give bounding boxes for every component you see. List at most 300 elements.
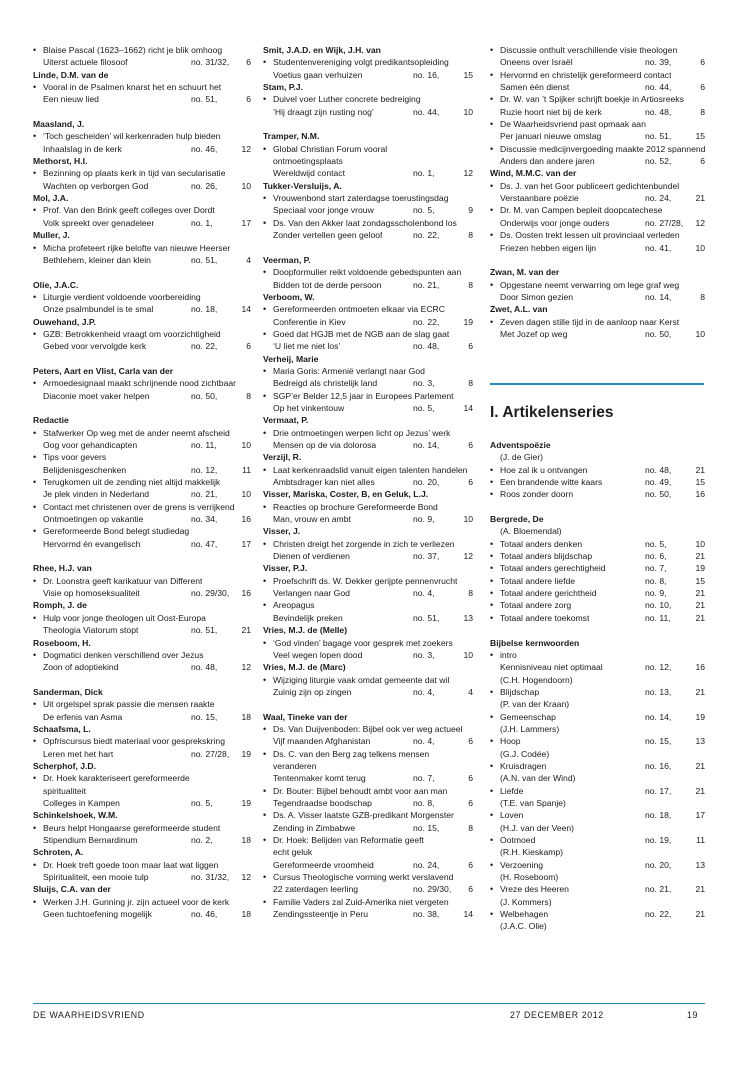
page-number: 12 xyxy=(695,217,705,228)
bullet-icon: • xyxy=(33,501,37,512)
issue-number: no. 37, xyxy=(413,551,440,562)
bullet-icon: • xyxy=(33,859,37,870)
issue-number: no. 18, xyxy=(645,810,672,821)
issue-reference xyxy=(191,513,251,525)
list-item xyxy=(263,723,473,735)
list-item xyxy=(263,575,473,587)
entry-title: (G.J. Codée) xyxy=(500,748,550,759)
entry-line xyxy=(273,809,473,821)
bullet-icon: • xyxy=(490,143,494,154)
entry-title: Leren met het hart xyxy=(43,748,114,759)
entry-line xyxy=(273,143,473,155)
entry-title: Ds. J. van het Goor publiceert gedichtenbundel xyxy=(500,180,680,191)
entry-title: Geen tuchtoefening mogelijk xyxy=(43,909,152,920)
page-number: 21 xyxy=(695,686,705,697)
list-item xyxy=(263,266,473,278)
entry-title: Totaal anders denken xyxy=(500,538,583,549)
list-item xyxy=(33,167,251,179)
entry-line xyxy=(500,920,705,932)
bullet-icon: • xyxy=(490,538,494,549)
issue-number: no. 50, xyxy=(191,390,218,401)
issue-number: no. 48, xyxy=(645,464,672,475)
issue-number: no. 47, xyxy=(191,538,218,549)
page-number: 10 xyxy=(463,514,473,525)
page-number: 16 xyxy=(695,662,705,673)
entry-title: Contact met christenen over de grens is verrijkend xyxy=(43,501,235,512)
issue-number: no. 29/30, xyxy=(191,588,230,599)
entry-title: Je plek vinden in Nederland xyxy=(43,489,150,500)
entry-title: Een nieuw lied xyxy=(43,94,99,105)
entry-title: Vrouwenbond start zaterdagse toerustingsdag xyxy=(273,193,449,204)
issue-reference xyxy=(413,229,473,241)
issue-reference xyxy=(413,908,473,920)
page-number: 8 xyxy=(246,390,251,401)
entry-line xyxy=(273,204,473,216)
bullet-icon: • xyxy=(33,205,37,216)
page-number: 11 xyxy=(242,464,251,475)
page-number: 10 xyxy=(241,489,251,500)
issue-number: no. 9, xyxy=(413,514,435,525)
entry-continuation xyxy=(263,760,473,772)
issue-number: no. 10, xyxy=(645,600,672,611)
issue-reference xyxy=(191,340,251,352)
entry-continuation xyxy=(33,217,251,229)
page-number: 19 xyxy=(241,748,251,759)
entry-title: GZB: Betrokkenheid vraagt om voorzichtigheid xyxy=(43,328,221,339)
bullet-icon: • xyxy=(263,896,267,907)
list-item xyxy=(490,859,705,871)
entry-line xyxy=(500,106,705,118)
page-number: 10 xyxy=(241,440,251,450)
list-item xyxy=(490,612,705,624)
issue-number: no. 14, xyxy=(645,291,672,302)
entry-title: Totaal andere liefde xyxy=(500,575,576,586)
entry-continuation xyxy=(490,56,705,68)
issue-reference xyxy=(413,106,473,118)
entry-continuation xyxy=(33,908,251,920)
page-number: 19 xyxy=(695,563,705,574)
page-number: 8 xyxy=(468,279,473,290)
entry-title: Vreze des Heeren xyxy=(500,884,569,895)
bullet-icon: • xyxy=(33,736,37,747)
entry-continuation xyxy=(490,797,705,809)
issue-number: no. 27/28, xyxy=(191,748,230,759)
author-heading: Maasland, J. xyxy=(33,119,85,130)
issue-number: no. 1, xyxy=(191,217,213,228)
page-number: 16 xyxy=(241,514,251,525)
entry-title: Speciaal voor jonge vrouw xyxy=(273,205,374,216)
entry-continuation xyxy=(263,686,473,698)
entry-continuation xyxy=(263,797,473,809)
entry-line xyxy=(43,328,251,340)
entry-continuation xyxy=(33,834,251,846)
entry-continuation xyxy=(33,488,251,500)
entry-title: Ruzie hoort niet bij de kerk xyxy=(500,106,602,117)
page-number: 12 xyxy=(241,143,251,154)
entry-line xyxy=(273,69,473,81)
author-heading: Vermaat, P. xyxy=(263,415,309,426)
bullet-icon: • xyxy=(33,649,37,660)
page-number: 21 xyxy=(695,612,705,623)
footer-date: 27 DECEMBER 2012 xyxy=(510,1010,604,1020)
page-number: 6 xyxy=(700,82,705,93)
entry-line xyxy=(43,525,251,537)
issue-reference xyxy=(645,155,705,167)
entry-continuation xyxy=(263,340,473,352)
entry-continuation xyxy=(263,735,473,747)
entry-line xyxy=(43,291,251,303)
entry-title: Tentenmaker komt terug xyxy=(273,773,366,784)
bullet-icon: • xyxy=(490,835,494,845)
entry-title: Oneens over Israël xyxy=(500,57,573,68)
entry-title: Doopformulier reikt voldoende gebedspunten aan xyxy=(273,267,462,278)
list-item xyxy=(263,501,473,513)
entry-line xyxy=(43,735,251,747)
entry-line xyxy=(273,883,473,895)
page-number: 6 xyxy=(700,57,705,68)
page-number: 6 xyxy=(468,477,473,488)
issue-number: no. 31/32, xyxy=(191,57,230,68)
entry-title: Vijf maanden Afghanistan xyxy=(273,736,371,747)
issue-reference xyxy=(645,883,705,895)
page-number: 10 xyxy=(695,328,705,339)
entry-title: Man, vrouw en ambt xyxy=(273,514,351,525)
page-number: 8 xyxy=(700,106,705,117)
page-number: 8 xyxy=(700,291,705,302)
issue-reference xyxy=(413,402,473,414)
bullet-icon: • xyxy=(263,872,267,883)
author-heading: Adventspoëzie xyxy=(490,440,551,450)
entry-title: Belijdenisgeschenken xyxy=(43,464,127,475)
bullet-icon: • xyxy=(490,119,494,130)
entry-title: Bidden tot de derde persoon xyxy=(273,279,382,290)
issue-number: no. 2, xyxy=(191,835,213,845)
entry-line xyxy=(43,44,251,56)
entry-title: Theologia Viatorum stopt xyxy=(43,625,139,636)
author-heading: Verboom, W. xyxy=(263,291,315,302)
list-item xyxy=(490,711,705,723)
entry-line xyxy=(273,192,473,204)
bullet-icon: • xyxy=(33,452,37,463)
entry-title: Maria Goris: Armenië verlangt naar God xyxy=(273,365,425,376)
entry-title: Wereldwijd contact xyxy=(273,168,345,179)
bullet-icon: • xyxy=(33,477,37,488)
entry-line xyxy=(273,575,473,587)
entry-title: Op het vinkentouw xyxy=(273,402,345,413)
entry-continuation xyxy=(490,130,705,142)
issue-reference xyxy=(645,538,705,550)
entry-line xyxy=(43,538,251,550)
bullet-icon: • xyxy=(33,242,37,253)
entry-line xyxy=(273,427,473,439)
entry-title: Stipendium Bernardinum xyxy=(43,835,138,845)
entry-line xyxy=(43,56,251,68)
entry-title: Volk spreekt over genadeleer xyxy=(43,217,155,228)
entry-title: Opgestane neemt verwarring om lege graf weg xyxy=(500,279,680,290)
entry-continuation xyxy=(490,661,705,673)
page-number: 18 xyxy=(241,835,251,845)
list-item xyxy=(490,599,705,611)
entry-line xyxy=(43,451,251,463)
issue-reference xyxy=(413,772,473,784)
issue-number: no. 39, xyxy=(645,57,672,68)
entry-title: Welbehagen xyxy=(500,909,549,920)
section-divider xyxy=(490,383,704,385)
page-number: 11 xyxy=(696,835,705,845)
index-column-2 xyxy=(263,44,473,920)
list-item xyxy=(33,575,251,587)
entry-title: Cursus Theologische vorming werkt verslavend xyxy=(273,872,454,883)
issue-number: no. 48, xyxy=(191,662,218,673)
entry-title: Totaal anders gerechtigheid xyxy=(500,563,606,574)
author-heading: Schaafsma, L. xyxy=(33,723,91,734)
entry-line xyxy=(273,637,473,649)
issue-number: no. 51, xyxy=(191,94,218,105)
entry-title: Blaise Pascal (1623–1662) richt je blik omhoog xyxy=(43,45,223,55)
entry-continuation xyxy=(263,204,473,216)
bullet-icon: • xyxy=(490,588,494,599)
entry-line xyxy=(273,846,473,858)
entry-continuation xyxy=(263,908,473,920)
bullet-icon: • xyxy=(490,69,494,80)
entry-line xyxy=(500,217,705,229)
entry-line xyxy=(500,316,705,328)
issue-reference xyxy=(645,192,705,204)
issue-number: no. 44, xyxy=(645,82,672,93)
bullet-icon: • xyxy=(263,57,267,68)
entry-line xyxy=(43,711,251,723)
entry-line xyxy=(273,587,473,599)
page-number: 6 xyxy=(246,94,251,105)
entry-title: Zending in Zimbabwe xyxy=(273,822,356,833)
issue-reference xyxy=(645,599,705,611)
issue-number: no. 3, xyxy=(413,649,435,660)
bullet-icon: • xyxy=(33,82,37,93)
issue-reference xyxy=(413,686,473,698)
entry-title: Door Simon gezien xyxy=(500,291,574,302)
entry-title: Uit orgelspel sprak passie die mensen raakte xyxy=(43,699,215,710)
list-item xyxy=(33,698,251,710)
list-item xyxy=(263,143,473,155)
page-number: 21 xyxy=(695,909,705,920)
issue-reference xyxy=(191,217,251,229)
entry-title: ‘Toch gescheiden’ wil kerkenraden hulp bieden xyxy=(43,131,221,142)
entry-continuation xyxy=(263,587,473,599)
entry-title: Met Jozef op weg xyxy=(500,328,568,339)
entry-line xyxy=(43,649,251,661)
page-number: 6 xyxy=(246,57,251,68)
entry-line xyxy=(500,809,705,821)
bullet-icon: • xyxy=(490,785,494,796)
entry-line xyxy=(500,575,705,587)
entry-title: Colleges in Kampen xyxy=(43,797,120,808)
entry-line xyxy=(500,291,705,303)
entry-title: (C.H. Hogendoorn) xyxy=(500,674,573,685)
entry-title: Opfriscursus biedt materiaal voor gesprekskring xyxy=(43,736,225,747)
list-item xyxy=(490,69,705,81)
entry-title: (J. de Gier) xyxy=(500,452,543,463)
issue-number: no. 34, xyxy=(191,514,218,525)
list-item xyxy=(263,637,473,649)
entry-continuation xyxy=(33,340,251,352)
entry-title: Bedreigd als christelijk land xyxy=(273,378,378,389)
issue-number: no. 19, xyxy=(645,835,672,845)
entry-line xyxy=(273,834,473,846)
page-number: 10 xyxy=(695,242,705,253)
issue-number: no. 3, xyxy=(413,378,435,389)
issue-number: no. 8, xyxy=(645,575,667,586)
issue-reference xyxy=(191,661,251,673)
issue-number: no. 22, xyxy=(191,341,218,352)
issue-reference xyxy=(645,809,705,821)
issue-reference xyxy=(413,167,473,179)
page-number: 21 xyxy=(695,464,705,475)
list-item xyxy=(33,242,251,254)
entry-title: Discussie onthult verschillende visie theologen xyxy=(500,45,678,55)
list-item xyxy=(490,464,705,476)
entry-line xyxy=(273,402,473,414)
issue-number: no. 9, xyxy=(645,588,667,599)
page-number: 17 xyxy=(241,538,251,549)
list-item xyxy=(33,291,251,303)
bullet-icon: • xyxy=(263,328,267,339)
entry-continuation xyxy=(263,377,473,389)
entry-line xyxy=(43,439,251,451)
issue-reference xyxy=(413,279,473,291)
entry-line xyxy=(273,550,473,562)
entry-title: Verzoening xyxy=(500,859,544,870)
entry-continuation xyxy=(33,624,251,636)
page-number: 12 xyxy=(463,168,473,179)
page-number: 6 xyxy=(246,341,251,352)
issue-number: no. 12, xyxy=(191,464,218,475)
entry-title: Loven xyxy=(500,810,524,821)
list-item xyxy=(490,476,705,488)
issue-number: no. 20, xyxy=(413,477,440,488)
entry-continuation xyxy=(33,390,251,402)
bullet-icon: • xyxy=(490,711,494,722)
entry-line xyxy=(43,303,251,315)
issue-reference xyxy=(413,859,473,871)
entry-title: Global Christian Forum vooral xyxy=(273,143,388,154)
issue-number: no. 21, xyxy=(191,489,218,500)
page-number: 21 xyxy=(695,600,705,611)
entry-title: Totaal andere toekomst xyxy=(500,612,590,623)
entry-continuation xyxy=(490,217,705,229)
entry-continuation xyxy=(490,192,705,204)
issue-number: no. 5, xyxy=(645,538,667,549)
bullet-icon: • xyxy=(490,760,494,771)
entry-continuation xyxy=(490,822,705,834)
issue-reference xyxy=(191,303,251,315)
author-heading: Schroten, A. xyxy=(33,847,84,858)
bullet-icon: • xyxy=(263,674,267,685)
entry-line xyxy=(500,748,705,760)
entry-title: Blijdschap xyxy=(500,686,540,697)
entry-continuation xyxy=(490,328,705,340)
issue-reference xyxy=(645,217,705,229)
list-item xyxy=(33,204,251,216)
issue-number: no. 24, xyxy=(413,859,440,870)
issue-reference xyxy=(191,624,251,636)
list-item xyxy=(490,143,705,155)
entry-line xyxy=(43,427,251,439)
entry-continuation xyxy=(33,748,251,760)
entry-line xyxy=(43,513,251,525)
entry-title: Ds. C. van den Berg zag telkens mensen xyxy=(273,748,430,759)
list-item xyxy=(490,908,705,920)
entry-continuation xyxy=(490,291,705,303)
issue-reference xyxy=(645,328,705,340)
issue-reference xyxy=(645,242,705,254)
entry-continuation xyxy=(33,254,251,266)
entry-continuation xyxy=(263,279,473,291)
entry-line xyxy=(43,476,251,488)
footer-page-number: 19 xyxy=(687,1010,698,1020)
entry-continuation xyxy=(490,81,705,93)
author-heading: Muller, J. xyxy=(33,230,70,241)
entry-line xyxy=(43,377,251,389)
entry-line xyxy=(43,624,251,636)
entry-line xyxy=(43,217,251,229)
entry-title: Liturgie verdient voldoende voorbereiding xyxy=(43,291,201,302)
entry-line xyxy=(500,599,705,611)
entry-line xyxy=(43,587,251,599)
entry-line xyxy=(500,908,705,920)
entry-title: Kruisdragen xyxy=(500,760,547,771)
entry-continuation xyxy=(33,180,251,192)
entry-line xyxy=(500,686,705,698)
issue-reference xyxy=(645,81,705,93)
author-heading: Mol, J.A. xyxy=(33,193,69,204)
entry-continuation xyxy=(263,229,473,241)
bullet-icon: • xyxy=(490,859,494,870)
list-item xyxy=(263,871,473,883)
page-number: 21 xyxy=(695,884,705,895)
author-heading: Roseboom, H. xyxy=(33,637,91,648)
entry-line xyxy=(500,143,705,155)
list-item xyxy=(490,204,705,216)
list-item xyxy=(263,809,473,821)
entry-title: Christen dreigt het zorgende in zich te verliezen xyxy=(273,538,455,549)
author-heading: Sluijs, C.A. van der xyxy=(33,884,111,895)
list-item xyxy=(490,735,705,747)
page-number: 15 xyxy=(463,69,473,80)
bullet-icon: • xyxy=(490,489,494,500)
bullet-icon: • xyxy=(263,810,267,821)
entry-title: Diaconie moet vaker helpen xyxy=(43,390,150,401)
entry-title: Micha profeteert rijke belofte van nieuwe Heerser xyxy=(43,242,231,253)
entry-title: Zeven dagen stille tijd in de aanloop naar Kerst xyxy=(500,316,680,327)
entry-continuation xyxy=(33,143,251,155)
page-number: 6 xyxy=(468,736,473,747)
entry-line xyxy=(500,562,705,574)
page-number: 12 xyxy=(241,662,251,673)
entry-line xyxy=(500,328,705,340)
issue-number: no. 46, xyxy=(191,909,218,920)
author-heading: Tukker-Versluijs, A. xyxy=(263,180,342,191)
issue-reference xyxy=(413,204,473,216)
entry-title: Prof. Van den Brink geeft colleges over Dordt xyxy=(43,205,215,216)
author-heading: Bijbelse kernwoorden xyxy=(490,637,580,648)
entry-title: Wijziging liturgie vaak omdat gemeente dat wil xyxy=(273,674,450,685)
entry-title: ontmoetingsplaats xyxy=(273,156,343,167)
issue-reference xyxy=(645,908,705,920)
list-item xyxy=(263,599,473,611)
author-heading: Visser, J. xyxy=(263,526,301,537)
author-heading: Verheij, Marie xyxy=(263,353,319,364)
list-item xyxy=(263,390,473,402)
